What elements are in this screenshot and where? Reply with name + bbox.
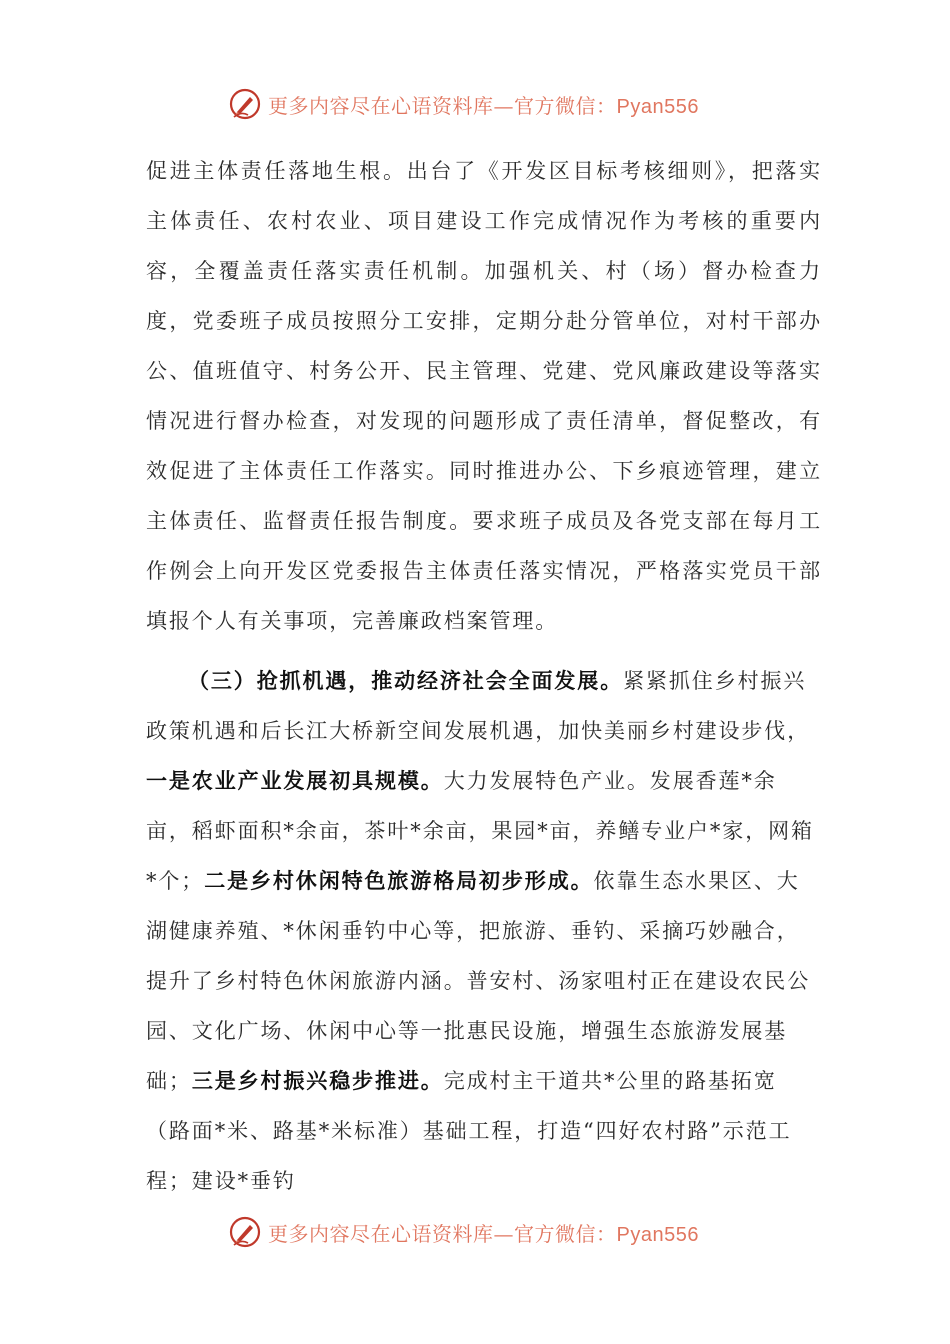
footer-watermark (0, 1212, 950, 1252)
point-two-title: 二是乡村休闲特色旅游格局初步形成。 (204, 868, 594, 893)
watermark-text: 更多内容尽在心语资料库—官方微信：Pyan556 (268, 1221, 699, 1246)
point-one-title: 一是农业产业发展初具规模。 (146, 768, 444, 793)
paragraph-responsibility: 促进主体责任落地生根。出台了《开发区目标考核细则》，把落实主体责任、农村农业、项目建设工作完成情况作为考核的重要内容，全覆盖责任落实责任机制。加强机关、村（场）督办检查力度，党委班子成员按照分工安排，定期分赴分管单位，对村干部办公、值班值守、村务公开、民主管理、党建、党风廉政建设等落实情况进行督办检查，对发现的问题形成了责任清单，督促整改，有效促进了主体责任工作落实。同时推进办公、下乡痕迹管理，建立主体责任、监督责任报告制度。要求班子成员及各党支部在每月工作例会上向开发区党委报告主体责任落实情况，严格落实党员干部填报个人有关事项，完善廉政档案管理。 (146, 159, 822, 633)
pen-logo-icon (228, 1215, 262, 1249)
paragraph-development: （三）抢抓机遇，推动经济社会全面发展。紧紧抓住乡村振兴政策机遇和后长江大桥新空间发展机遇，加快美丽乡村建设步伐，一是农业产业发展初具规模。大力发展特色产业。发展香莲*余亩，稻虾面积*余亩，茶叶*余亩，果园*亩，养鳝专业户*家，网箱*个；二是乡村休闲特色旅游格局初步形成。依靠生态水果区、大湖健康养殖、*休闲垂钓中心等，把旅游、垂钓、采摘巧妙融合，提升了乡村特色休闲旅游内涵。普安村、汤家咀村正在建设农民公园、文化广场、休闲中心等一批惠民设施，增强生态旅游发展基础；三是乡村振兴稳步推进。完成村主干道共*公里的路基拓宽（路面*米、路基*米标准）基础工程，打造“四好农村路”示范工程；建设*垂钓 (146, 668, 814, 1193)
document-body (146, 146, 822, 1206)
pen-logo-icon (228, 87, 262, 121)
point-three-title: 三是乡村振兴稳步推进。 (191, 1068, 444, 1093)
header-watermark (0, 84, 950, 124)
watermark-text: 更多内容尽在心语资料库—官方微信：Pyan556 (268, 93, 699, 118)
section-heading: （三）抢抓机遇，推动经济社会全面发展。 (188, 668, 624, 693)
